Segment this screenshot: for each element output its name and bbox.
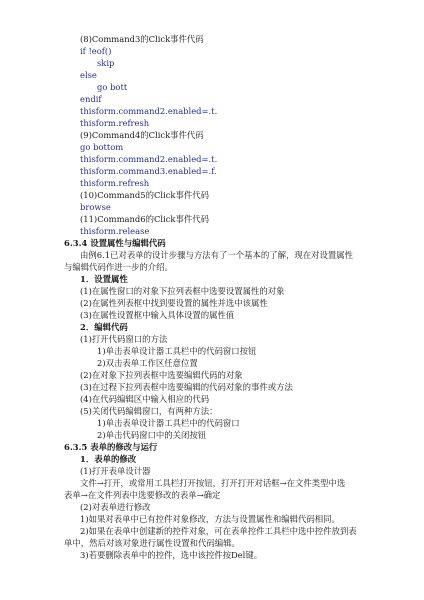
code-line: go bott xyxy=(97,82,128,92)
list-item: (2)在对象下拉列表框中选要编辑代码的对象 xyxy=(80,370,243,380)
code-line: thisform.command2.enabled=.t. xyxy=(80,106,218,116)
code-line: if !eof() xyxy=(80,46,112,56)
subsection-heading: 1．设置属性 xyxy=(80,274,128,284)
list-item: (5)关闭代码编辑窗口，有两种方法： xyxy=(80,406,218,416)
paragraph-line: 文件→打开，或常用工具栏打开按钮，打开打开对话框→在文件类型中选 xyxy=(80,478,346,488)
code-caption: (9)Command4的Click事件代码 xyxy=(80,130,204,140)
section-heading: 6.3.5 表单的修改与运行 xyxy=(64,442,158,452)
subsection-heading: 1．表单的修改 xyxy=(80,454,137,464)
code-caption: (8)Command3的Click事件代码 xyxy=(80,34,204,44)
code-caption: (11)Command6的Click事件代码 xyxy=(80,214,210,224)
sub-list-item: 1)单击表单设计器工具栏中的代码窗口 xyxy=(97,418,240,428)
code-caption: (10)Command5的Click事件代码 xyxy=(80,190,210,200)
list-item: (1)打开代码窗口的方法 xyxy=(80,334,168,344)
code-line: go bottom xyxy=(80,142,124,152)
code-line: endif xyxy=(80,94,102,104)
list-item: (2)对表单进行修改 xyxy=(80,502,151,512)
code-line: thisform.refresh xyxy=(80,118,150,128)
list-item: (1)在属性窗口的对象下拉列表框中选要设置属性的对象 xyxy=(80,286,285,296)
sub-list-item: 2)双击表单工作区任意位置 xyxy=(97,358,198,368)
code-line: thisform.command2.enabled=.t. xyxy=(80,154,218,164)
paragraph-line: 单中，然后对该对象进行属性设置和代码编辑。 xyxy=(64,538,240,548)
sub-list-item: 2)单击代码窗口中的关闭按钮 xyxy=(97,430,207,440)
list-item: (3)在过程下拉列表框中选要编辑的代码对象的事件或方法 xyxy=(80,382,293,392)
list-item: (1)打开表单设计器 xyxy=(80,466,151,476)
code-line: thisform.refresh xyxy=(80,178,150,188)
sub-list-item: 2)如果在表单中创建新的控件对象，可在表单控件工具栏中选中控件放到表 xyxy=(80,526,357,536)
code-line: else xyxy=(80,70,97,80)
sub-list-item: 1)如果对表单中已有控件对象修改，方法与设置属性和编辑代码相同。 xyxy=(80,514,340,524)
code-line: browse xyxy=(80,202,111,212)
sub-list-item: 3)若要删除表单中的控件，选中该控件按Del键。 xyxy=(80,550,263,560)
list-item: (3)在属性设置框中输入具体设置的属性值 xyxy=(80,310,235,320)
sub-list-item: 1)单击表单设计器工具栏中的代码窗口按钮 xyxy=(97,346,257,356)
section-heading: 6.3.4 设置属性与编辑代码 xyxy=(64,238,166,248)
code-line: thisform.release xyxy=(80,226,150,236)
paragraph-line: 表单→在文件列表中选要修改的表单→确定 xyxy=(64,490,221,500)
code-line: thisform.command3.enabled=.f. xyxy=(80,166,217,176)
paragraph-line: 与编辑代码作进一步的介绍。 xyxy=(64,262,173,272)
code-line: skip xyxy=(97,58,115,68)
list-item: (4)在代码编辑区中输入相应的代码 xyxy=(80,394,210,404)
subsection-heading: 2．编辑代码 xyxy=(80,322,128,332)
list-item: (2)在属性列表框中找到要设置的属性并选中该属性 xyxy=(80,298,268,308)
paragraph-line: 由例6.1已对表单的设计步骤与方法有了一个基本的了解，现在对设置属性 xyxy=(80,250,353,260)
